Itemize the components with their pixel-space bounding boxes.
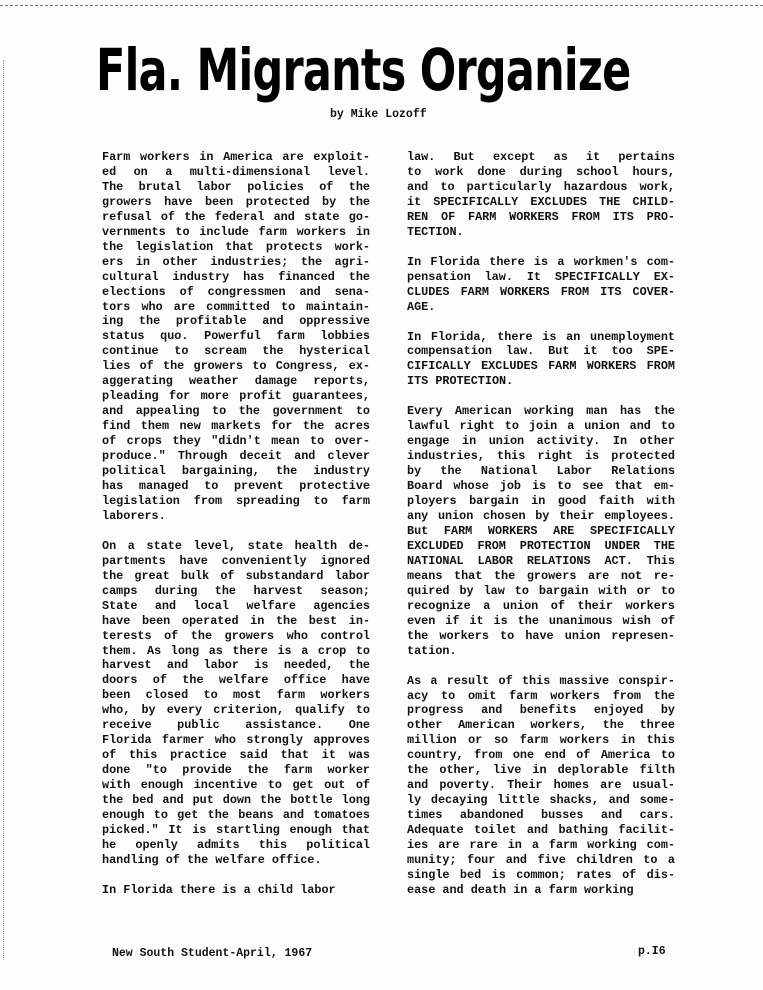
text-line: In Florida there is a workmen's com- <box>407 254 675 269</box>
text-line: State and local welfare agencies <box>102 598 370 613</box>
article-paragraph <box>407 150 675 240</box>
text-line: times abandoned busses and cars. <box>407 808 675 823</box>
text-line: lies of the growers to Congress, ex- <box>102 359 370 374</box>
text-line: pleading for more profit guarantees, <box>102 389 370 404</box>
text-line: by the National Labor Relations <box>407 464 675 479</box>
article-paragraph <box>407 330 675 390</box>
text-line: engage in union activity. In other <box>407 434 675 449</box>
article-paragraph <box>407 255 675 315</box>
text-line: progress and benefits enjoyed by <box>407 703 675 718</box>
text-line: the bed and put down the bottle long <box>102 793 370 808</box>
article-paragraph <box>407 404 675 658</box>
text-line: Farm workers in America are exploit- <box>102 150 370 164</box>
text-line: aggerating weather damage reports, <box>102 374 370 389</box>
text-line: harvest and labor is needed, the <box>102 658 370 673</box>
left-edge-mark <box>3 60 4 960</box>
left-text-column <box>102 150 370 913</box>
text-line: Florida farmer who strongly approves <box>102 733 370 748</box>
text-line: In Florida, there is an unemployment <box>407 329 675 344</box>
text-line: elections of congressmen and sena- <box>102 284 370 299</box>
text-line: EXCLUDED FROM PROTECTION UNDER THE <box>407 538 675 553</box>
text-line: the workers to have union represen- <box>407 628 675 643</box>
text-line: doors of the welfare office have <box>102 673 370 688</box>
text-line: tors who are committed to maintain- <box>102 299 370 314</box>
text-line: pensation law. It SPECIFICALLY EX- <box>407 269 675 284</box>
text-line: Adequate toilet and bathing facilit- <box>407 823 675 838</box>
text-line: As a result of this massive conspir- <box>407 673 675 688</box>
text-line: to work done during school hours, <box>407 164 675 179</box>
text-line: and poverty. Their homes are usual- <box>407 778 675 793</box>
text-line: munity; four and five children to a <box>407 852 675 867</box>
article-paragraph <box>102 539 370 868</box>
text-line: Every American working man has the <box>407 404 675 419</box>
text-line: done "to provide the farm worker <box>102 763 370 778</box>
text-line: the great bulk of substandard labor <box>102 568 370 583</box>
text-line: tation. <box>407 643 457 658</box>
text-line: growers have been protected by the <box>102 194 370 209</box>
text-line: industries, this right is protected <box>407 449 675 464</box>
article-paragraph <box>407 674 675 898</box>
text-line: vernments to include farm workers in <box>102 224 370 239</box>
text-line: refusal of the federal and state go- <box>102 209 370 224</box>
text-line: lawful right to join a union and to <box>407 419 675 434</box>
text-line: On a state level, state health de- <box>102 538 370 553</box>
text-line: of crops they "didn't mean to over- <box>102 434 370 449</box>
text-line: But FARM WORKERS ARE SPECIFICALLY <box>407 523 675 538</box>
text-line: find them new markets for the acres <box>102 419 370 434</box>
text-line: camps during the harvest season; <box>102 583 370 598</box>
text-line: country, from one end of America to <box>407 748 675 763</box>
article-paragraph <box>102 150 370 524</box>
top-border-rule <box>0 0 763 6</box>
text-line: REN OF FARM WORKERS FROM ITS PRO- <box>407 209 675 224</box>
text-line: In Florida there is a child labor <box>102 882 336 897</box>
text-line: any union chosen by their employees. <box>407 509 675 524</box>
text-line: single bed is common; rates of dis- <box>407 867 675 882</box>
text-line: who, by every criterion, qualify to <box>102 703 370 718</box>
text-line: even if it is the unanimous wish of <box>407 613 675 628</box>
text-line: of this practice said that it was <box>102 748 370 763</box>
text-line: it SPECIFICALLY EXCLUDES THE CHILD- <box>407 194 675 209</box>
text-line: enough to get the beans and tomatoes <box>102 807 370 822</box>
text-line: means that the growers are not re- <box>407 568 675 583</box>
text-line: political bargaining, the industry <box>102 464 370 479</box>
text-line: Board whose job is to see that em- <box>407 479 675 494</box>
footer-page-number: p.I6 <box>638 945 666 958</box>
text-line: produce." Through deceit and clever <box>102 449 370 464</box>
text-line: the other, live in deplorable filth <box>407 763 675 778</box>
text-line: laborers. <box>102 508 166 523</box>
text-line: law. But except as it pertains <box>407 150 675 164</box>
text-line: other American workers, the three <box>407 718 675 733</box>
text-line: legislation from spreading to farm <box>102 493 370 508</box>
text-line: ing the profitable and oppressive <box>102 314 370 329</box>
text-line: them. As long as there is a crop to <box>102 643 370 658</box>
text-line: cultural industry has financed the <box>102 269 370 284</box>
article-headline: Fla. Migrants Organize <box>96 36 631 104</box>
article-paragraph <box>102 883 370 898</box>
text-line: NATIONAL LABOR RELATIONS ACT. This <box>407 553 675 568</box>
text-line: handling of the welfare office. <box>102 852 322 867</box>
text-line: ers in other industries; the agri- <box>102 254 370 269</box>
text-line: ies are rare in a farm working com- <box>407 838 675 853</box>
text-line: terests of the growers who control <box>102 628 370 643</box>
text-line: AGE. <box>407 299 436 314</box>
footer-publication: New South Student-April, 1967 <box>112 947 313 960</box>
text-line: recognize a union of their workers <box>407 598 675 613</box>
text-line: ITS PROTECTION. <box>407 374 514 389</box>
text-line: have been operated in the best in- <box>102 613 370 628</box>
text-line: and to particularly hazardous work, <box>407 179 675 194</box>
text-line: ed on a multi-dimensional level. <box>102 164 370 179</box>
text-line: CIFICALLY EXCLUDES FARM WORKERS FROM <box>407 359 675 374</box>
text-line: the legislation that protects work- <box>102 239 370 254</box>
text-line: ly decaying little shacks, and some- <box>407 793 675 808</box>
text-line: million or so farm workers in this <box>407 733 675 748</box>
text-line: ease and death in a farm working <box>407 882 634 897</box>
text-line: CLUDES FARM WORKERS FROM ITS COVER- <box>407 284 675 299</box>
text-line: status quo. Powerful farm lobbies <box>102 329 370 344</box>
text-line: compensation law. But it too SPE- <box>407 344 675 359</box>
text-line: TECTION. <box>407 224 464 239</box>
text-line: acy to omit farm workers from the <box>407 688 675 703</box>
text-line: with enough incentive to get out of <box>102 778 370 793</box>
text-line: he openly admits this political <box>102 837 370 852</box>
text-line: continue to scream the hysterical <box>102 344 370 359</box>
text-line: quired by law to bargain with or to <box>407 583 675 598</box>
text-line: been closed to most farm workers <box>102 688 370 703</box>
text-line: ployers bargain in good faith with <box>407 494 675 509</box>
right-text-column <box>407 150 675 913</box>
text-line: and appealing to the government to <box>102 404 370 419</box>
text-line: has managed to prevent protective <box>102 478 370 493</box>
text-line: receive public assistance. One <box>102 718 370 733</box>
article-byline: by Mike Lozoff <box>330 108 427 121</box>
text-line: The brutal labor policies of the <box>102 179 370 194</box>
text-line: partments have conveniently ignored <box>102 553 370 568</box>
text-line: picked." It is startling enough that <box>102 822 370 837</box>
